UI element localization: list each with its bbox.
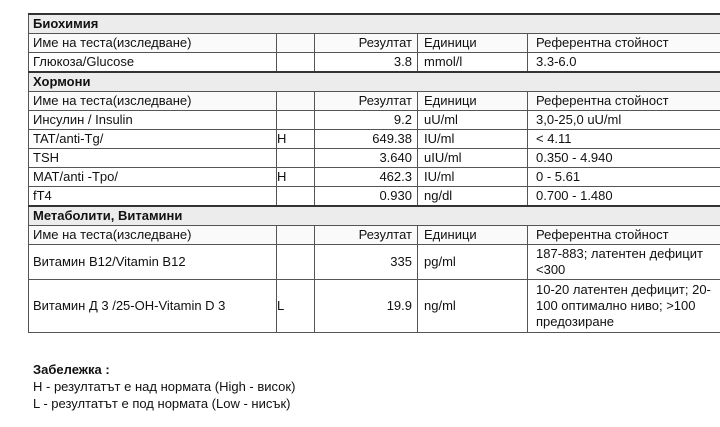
test-reference: 3,0-25,0 uU/ml xyxy=(528,111,720,130)
section-title-row xyxy=(29,72,720,92)
test-unit: IU/ml xyxy=(418,130,528,149)
header-reference: Референтна стойност xyxy=(528,34,720,53)
test-flag: L xyxy=(277,280,315,333)
test-flag xyxy=(277,187,315,207)
section-title-row xyxy=(29,14,720,34)
test-unit: ng/dl xyxy=(418,187,528,207)
test-flag: H xyxy=(277,168,315,187)
test-name: TAT/anti-Tg/ xyxy=(29,130,277,149)
test-unit: pg/ml xyxy=(418,245,528,280)
column-header-row xyxy=(29,34,720,53)
note-line-low: L - резултатът е под нормата (Low - нисък) xyxy=(33,396,291,411)
test-result: 19.9 xyxy=(315,280,418,333)
test-name: fT4 xyxy=(29,187,277,207)
table-row xyxy=(29,187,720,207)
section-title: Метаболити, Витамини xyxy=(29,206,720,226)
column-header-row xyxy=(29,226,720,245)
test-reference: 10-20 латентен дефицит; 20-100 оптимално ниво; >100 предозиране xyxy=(528,280,720,333)
header-flag xyxy=(277,92,315,111)
test-reference: < 4.11 xyxy=(528,130,720,149)
header-reference: Референтна стойност xyxy=(528,226,720,245)
header-name: Име на теста(изследване) xyxy=(29,92,277,111)
test-name: Витамин Д 3 /25-OH-Vitamin D 3 xyxy=(29,280,277,333)
note-line-high: H - резултатът е над нормата (High - висок) xyxy=(33,379,296,394)
test-result: 3.8 xyxy=(315,53,418,73)
header-name: Име на теста(изследване) xyxy=(29,226,277,245)
test-reference: 3.3-6.0 xyxy=(528,53,720,73)
column-header-row xyxy=(29,92,720,111)
section-title-row xyxy=(29,206,720,226)
lab-report xyxy=(28,13,720,333)
table-row xyxy=(29,245,720,280)
test-unit: uU/ml xyxy=(418,111,528,130)
header-unit: Единици xyxy=(418,92,528,111)
test-name: TSH xyxy=(29,149,277,168)
test-result: 3.640 xyxy=(315,149,418,168)
header-flag xyxy=(277,226,315,245)
header-reference: Референтна стойност xyxy=(528,92,720,111)
test-name: MAT/anti -Tpo/ xyxy=(29,168,277,187)
header-flag xyxy=(277,34,315,53)
test-flag xyxy=(277,111,315,130)
test-flag xyxy=(277,53,315,73)
header-unit: Единици xyxy=(418,226,528,245)
section-title: Хормони xyxy=(29,72,720,92)
table-row xyxy=(29,53,720,73)
test-flag xyxy=(277,149,315,168)
test-reference: 0 - 5.61 xyxy=(528,168,720,187)
test-reference: 0.350 - 4.940 xyxy=(528,149,720,168)
test-result: 0.930 xyxy=(315,187,418,207)
test-reference: 187-883; латентен дефицит <300 xyxy=(528,245,720,280)
table-row xyxy=(29,149,720,168)
test-result: 462.3 xyxy=(315,168,418,187)
test-unit: uIU/ml xyxy=(418,149,528,168)
test-flag: H xyxy=(277,130,315,149)
results-table xyxy=(28,13,720,333)
test-name: Витамин B12/Vitamin B12 xyxy=(29,245,277,280)
test-name: Глюкоза/Glucose xyxy=(29,53,277,73)
header-result: Резултат xyxy=(315,34,418,53)
test-unit: ng/ml xyxy=(418,280,528,333)
test-unit: IU/ml xyxy=(418,168,528,187)
table-row xyxy=(29,168,720,187)
section-title: Биохимия xyxy=(29,14,720,34)
test-unit: mmol/l xyxy=(418,53,528,73)
test-result: 9.2 xyxy=(315,111,418,130)
header-unit: Единици xyxy=(418,34,528,53)
legend-note xyxy=(33,361,295,412)
table-row xyxy=(29,280,720,333)
test-result: 649.38 xyxy=(315,130,418,149)
test-name: Инсулин / Insulin xyxy=(29,111,277,130)
table-row xyxy=(29,111,720,130)
header-result: Резултат xyxy=(315,226,418,245)
header-name: Име на теста(изследване) xyxy=(29,34,277,53)
note-title: Забележка : xyxy=(33,362,110,377)
table-row xyxy=(29,130,720,149)
test-result: 335 xyxy=(315,245,418,280)
header-result: Резултат xyxy=(315,92,418,111)
test-reference: 0.700 - 1.480 xyxy=(528,187,720,207)
test-flag xyxy=(277,245,315,280)
